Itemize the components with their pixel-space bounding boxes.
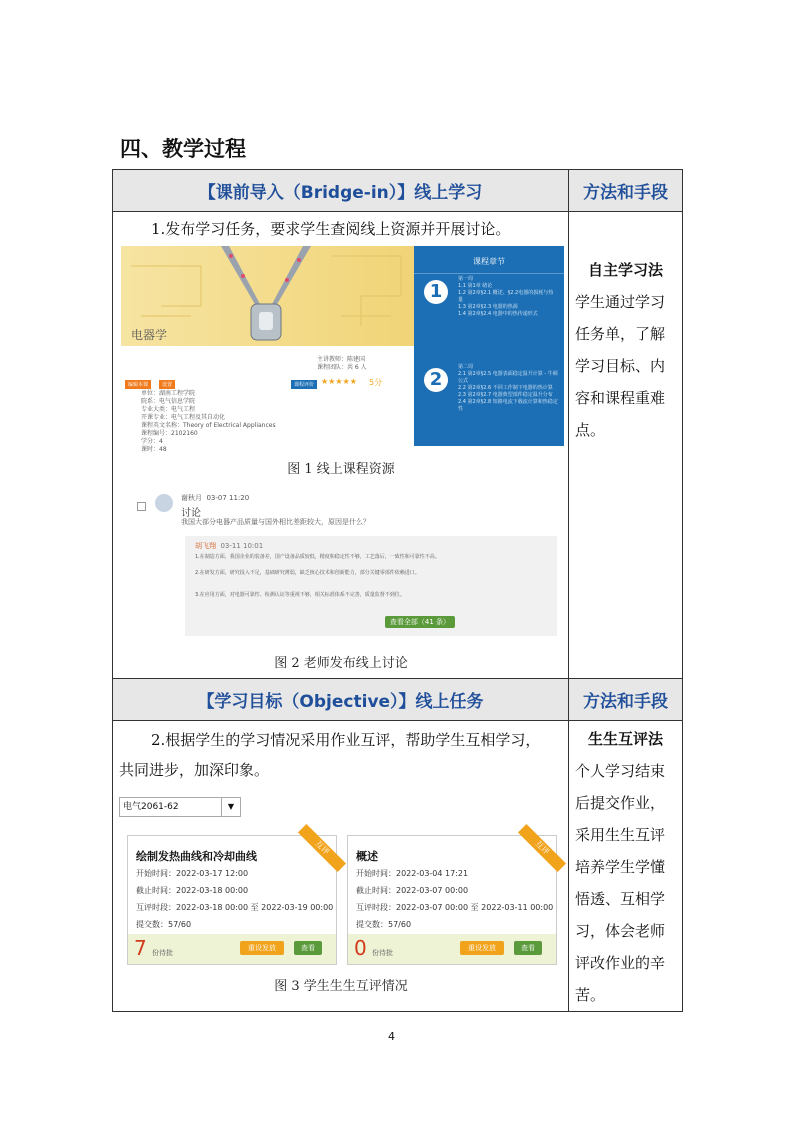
chapter-item[interactable]: 2.2 第2章§2.6 不同工作制下电器的热计算 bbox=[458, 385, 553, 391]
method-desc-line: 评改作业的辛 bbox=[575, 954, 666, 972]
info-line: 开课专业：电气工程及其自动化 bbox=[141, 414, 226, 421]
assignment-submissions: 提交数：57/60 bbox=[136, 920, 192, 929]
zipper-icon bbox=[221, 246, 311, 346]
post-author: 谢秋月 bbox=[181, 494, 202, 502]
reply-time: 03-11 10:01 bbox=[220, 542, 264, 550]
info-line: 专业大类：电气工程 bbox=[141, 406, 196, 413]
replier-name: 胡飞翔 bbox=[195, 542, 216, 550]
info-line: 课程英文名称：Theory of Electrical Appliances bbox=[141, 422, 276, 429]
method-desc-line: 任务单，了解 bbox=[575, 325, 666, 343]
step2-line-1: 2.根据学生的学习情况采用作业互评，帮助学生互相学习， bbox=[151, 731, 541, 749]
chapter-item[interactable]: 1.4 第2章§2.4 电器中的热传递形式 bbox=[458, 311, 538, 317]
pending-label: 份待批 bbox=[152, 949, 173, 957]
method-desc-line: 点。 bbox=[575, 421, 606, 439]
team-line: 课程团队：共 6 人 bbox=[317, 364, 367, 371]
reply-line: 3.在应用方面，对电器可靠性、检测认证等重视不够，相关标准体系不完善，质量监督不到位。 bbox=[195, 592, 405, 598]
chapter-item[interactable]: 2.1 第2章§2.5 电器表面稳定温升计算 - 牛顿公式 bbox=[458, 371, 558, 384]
checkbox-icon[interactable] bbox=[137, 502, 146, 511]
edit-course-badge[interactable]: 编辑本课 bbox=[125, 380, 151, 389]
assignment-end: 截止时间：2022-03-07 00:00 bbox=[356, 886, 469, 895]
figure-1-caption: 图 1 线上课程资源 bbox=[287, 462, 395, 477]
card-footer bbox=[348, 934, 556, 964]
side-methods-2 bbox=[569, 721, 683, 1012]
chapter-panel bbox=[414, 246, 564, 446]
step1-text: 1.发布学习任务，要求学生查阅线上资源并开展讨论。 bbox=[151, 220, 511, 238]
week-1-list bbox=[458, 276, 558, 318]
method-desc-line: 后提交作业， bbox=[575, 794, 666, 812]
assignment-peer-period: 互评时段：2022-03-07 00:00 至 2022-03-11 00:00 bbox=[356, 903, 554, 912]
header-methods-2: 方法和手段 bbox=[569, 679, 683, 721]
course-title: 电器学 bbox=[131, 328, 168, 342]
method-desc-line: 学习目标、内 bbox=[575, 357, 666, 375]
header-bridge-in: 【课前导入（Bridge-in）】线上学习 bbox=[113, 170, 569, 212]
method-desc-line: 苦。 bbox=[575, 986, 606, 1004]
info-line: 院系：电气信息学院 bbox=[141, 398, 196, 405]
assignment-title: 概述 bbox=[356, 850, 378, 863]
assignment-card[interactable] bbox=[127, 835, 337, 965]
view-all-button[interactable]: 查看全部（41 条） bbox=[385, 616, 455, 628]
chapter-item[interactable]: 1.2 第2章§2.1 概述、§2.2电器的损耗与热量 bbox=[458, 290, 554, 303]
info-line: 学分：4 bbox=[141, 438, 163, 445]
class-select[interactable] bbox=[119, 797, 241, 817]
method-desc-line: 学生通过学习 bbox=[575, 293, 666, 311]
info-line: 课时：48 bbox=[141, 446, 167, 453]
section-title: 四、教学过程 bbox=[120, 137, 246, 161]
week-1-label: 第一周 bbox=[458, 276, 474, 282]
class-select-value: 电气2061-62 bbox=[123, 802, 179, 812]
method-desc-line: 培养学生学懂 bbox=[575, 858, 666, 876]
header-objective: 【学习目标（Objective）】线上任务 bbox=[113, 679, 569, 721]
post-time: 03-07 11:20 bbox=[206, 494, 250, 502]
pending-label: 份待批 bbox=[372, 949, 393, 957]
reset-release-button[interactable]: 重设发放 bbox=[240, 941, 284, 955]
course-resource-figure bbox=[121, 246, 564, 453]
assignment-card[interactable] bbox=[347, 835, 557, 965]
chapter-item[interactable]: 2.3 第2章§2.7 电器典型部件稳定温升分布 bbox=[458, 392, 553, 398]
chapter-item[interactable]: 1.3 第2章§2.3 电器的热源 bbox=[458, 304, 518, 310]
reply-meta bbox=[195, 542, 263, 550]
settings-badge[interactable]: 设置 bbox=[159, 380, 175, 389]
week-2-list bbox=[458, 364, 558, 413]
post-meta bbox=[181, 494, 249, 502]
info-line: 单位：湖南工程学院 bbox=[141, 390, 196, 397]
info-line: 课程编号：2102160 bbox=[141, 430, 198, 437]
assignment-start: 开始时间：2022-03-17 12:00 bbox=[136, 869, 249, 878]
reset-release-button[interactable]: 重设发放 bbox=[460, 941, 504, 955]
discussion-figure bbox=[121, 490, 561, 638]
assignment-title: 绘制发热曲线和冷却曲线 bbox=[136, 850, 257, 863]
teacher-line: 主讲教师：陈建国 bbox=[317, 356, 366, 363]
method-desc-line: 采用生生互评 bbox=[575, 826, 666, 844]
assignment-peer-period: 互评时段：2022-03-18 00:00 至 2022-03-19 00:00 bbox=[136, 903, 334, 912]
chapter-panel-title: 课程章节 bbox=[414, 246, 564, 274]
chevron-down-icon[interactable]: ▼ bbox=[221, 798, 240, 816]
rating-label: 课程评价 bbox=[291, 380, 317, 389]
header-methods-1: 方法和手段 bbox=[569, 170, 683, 212]
step2-line-2: 共同进步，加深印象。 bbox=[119, 761, 270, 779]
card-footer bbox=[128, 934, 336, 964]
teaching-process-table bbox=[112, 169, 683, 1012]
view-button[interactable]: 查看 bbox=[514, 941, 542, 955]
reply-line: 2.在研发方面，研究投入不足，基础研究薄弱，缺乏核心技术和创新能力，部分关键零部件依赖进口。 bbox=[195, 570, 420, 576]
side-methods-1 bbox=[569, 212, 683, 679]
reply-box bbox=[185, 536, 557, 636]
post-title: 讨论 bbox=[181, 508, 201, 519]
info-lines bbox=[141, 390, 276, 454]
peer-review-ribbon: 互评 bbox=[518, 824, 566, 872]
pending-count: 7 bbox=[134, 936, 147, 960]
objective-content bbox=[113, 721, 568, 994]
figure-3-caption: 图 3 学生生生互评情况 bbox=[274, 979, 408, 994]
figure-2-caption: 图 2 老师发布线上讨论 bbox=[274, 656, 408, 671]
chapter-item[interactable]: 2.4 第2章§2.8 短路电流下载流计算和热稳定性 bbox=[458, 399, 558, 412]
method-peer-review: 生生互评法 bbox=[587, 730, 663, 748]
week-1-circle-icon: 1 bbox=[424, 280, 448, 304]
peer-review-ribbon: 互评 bbox=[298, 824, 346, 872]
avatar bbox=[155, 494, 173, 512]
method-self-study: 自主学习法 bbox=[587, 261, 663, 279]
method-desc-line: 个人学习结束 bbox=[575, 762, 666, 780]
reply-line: 1.在制造方面，我国企业的装备差，国产设备品质较低，精度和稳定性不够，工艺落后，一致性和可靠性不高。 bbox=[195, 554, 440, 560]
course-info bbox=[121, 346, 414, 453]
pending-count: 0 bbox=[354, 936, 367, 960]
post-question: 我国大部分电器产品质量与国外相比差距较大，原因是什么？ bbox=[181, 518, 370, 526]
method-desc-line: 习，体会老师 bbox=[575, 922, 666, 940]
rating-stars-icon: ★★★★★ bbox=[321, 377, 357, 386]
method-desc-line: 悟透、互相学 bbox=[575, 890, 666, 908]
week-2-label: 第二周 bbox=[458, 364, 474, 370]
assignment-start: 开始时间：2022-03-04 17:21 bbox=[356, 869, 469, 878]
view-button[interactable]: 查看 bbox=[294, 941, 322, 955]
chapter-item[interactable]: 1.1 第1章 绪论 bbox=[458, 283, 493, 289]
week-2-circle-icon: 2 bbox=[424, 368, 448, 392]
method-desc-line: 容和课程重难 bbox=[575, 389, 666, 407]
rating-value: 5分 bbox=[369, 378, 383, 387]
assignment-submissions: 提交数：57/60 bbox=[356, 920, 412, 929]
course-banner bbox=[121, 246, 414, 346]
page-number: 4 bbox=[388, 1030, 395, 1043]
assignment-end: 截止时间：2022-03-18 00:00 bbox=[136, 886, 249, 895]
bridge-in-content bbox=[113, 212, 568, 678]
